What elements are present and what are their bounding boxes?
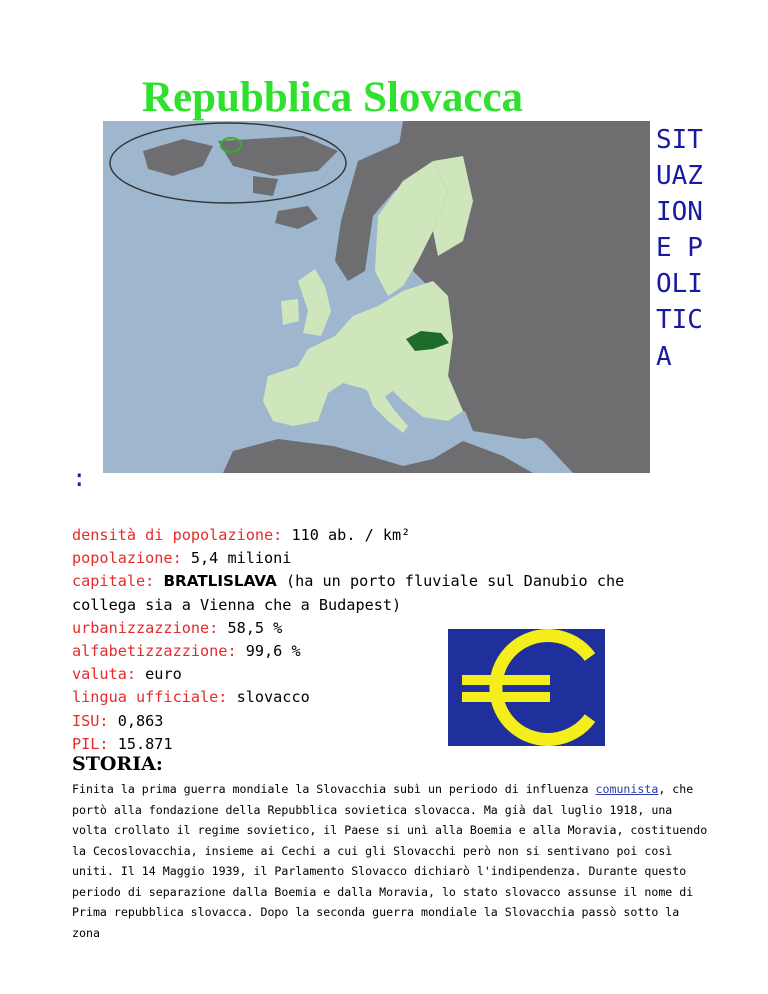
link-comunista[interactable]: comunista — [595, 782, 659, 796]
fact-label: densità di popolazione: — [72, 526, 292, 544]
fact-value: 110 ab. / km² — [291, 526, 411, 544]
fact-capital — [72, 570, 692, 616]
fact-label: capitale: — [72, 572, 164, 591]
fact-label: PIL: — [72, 734, 118, 753]
fact-value: 58,5 % — [227, 618, 283, 637]
fact-label: popolazione: — [72, 549, 191, 568]
euro-sign-icon — [448, 629, 605, 746]
fact-value: (ha un porto fluviale sul Danubio che collega sia a Vienna che a Budapest) — [72, 572, 625, 614]
europe-locator-map — [103, 121, 650, 473]
colon-text: : — [72, 464, 87, 492]
fact-value: 15.871 — [117, 734, 173, 753]
euro-arc — [496, 636, 590, 740]
fact-value: 99,6 % — [245, 642, 301, 661]
fact-population — [72, 547, 692, 570]
story-text: Finita la prima guerra mondiale la Slovacchia subì un periodo di influenza — [72, 782, 596, 796]
fact-label: alfabetizzazzione: — [72, 642, 246, 661]
story-text: , che portò alla fondazione della Repubblica sovietica slovacca. Ma già dal luglio 1918, una volta crollato il regime sovietico, il Paese si unì alla Boemia e alla Moravia, costituendo la Cecoslovacchia, insieme ai Cechi a cui gli Slovacchi però non si sentivano poi così uniti. Il 14 Maggio 1939, il Parlamento Slovacco dichiarò l'indipendenza. Durante questo periodo di separazione dalla Boemia e dalla Moravia, lo stato slovacco assunse il nome di Prima repubblica slovacca. Dopo la seconda guerra mondiale la Slovacchia passò sotto la zona — [72, 782, 708, 940]
fact-value: slovacco — [236, 688, 310, 707]
fact-density — [72, 524, 692, 547]
fact-label: lingua ufficiale: — [72, 688, 237, 707]
fact-label: valuta: — [72, 665, 146, 684]
eu-ireland — [281, 299, 299, 325]
euro-bar-bottom — [462, 692, 550, 702]
fact-value: euro — [145, 665, 182, 684]
fact-value: 0,863 — [117, 711, 164, 730]
section-heading-storia: STORIA: — [72, 753, 163, 775]
story-paragraph — [72, 779, 712, 943]
fact-value: 5,4 milioni — [190, 549, 292, 568]
euro-bar-top — [462, 675, 550, 685]
euro-flag — [448, 629, 605, 746]
fact-label: ISU: — [72, 711, 118, 730]
fact-label: urbanizzazzione: — [72, 618, 228, 637]
map-graphic — [103, 121, 650, 473]
page-title: Repubblica Slovacca — [142, 74, 524, 121]
vertical-heading: SITUAZIONE POLITICA — [656, 125, 703, 372]
capital-name: BRATLISLAVA — [163, 572, 277, 591]
